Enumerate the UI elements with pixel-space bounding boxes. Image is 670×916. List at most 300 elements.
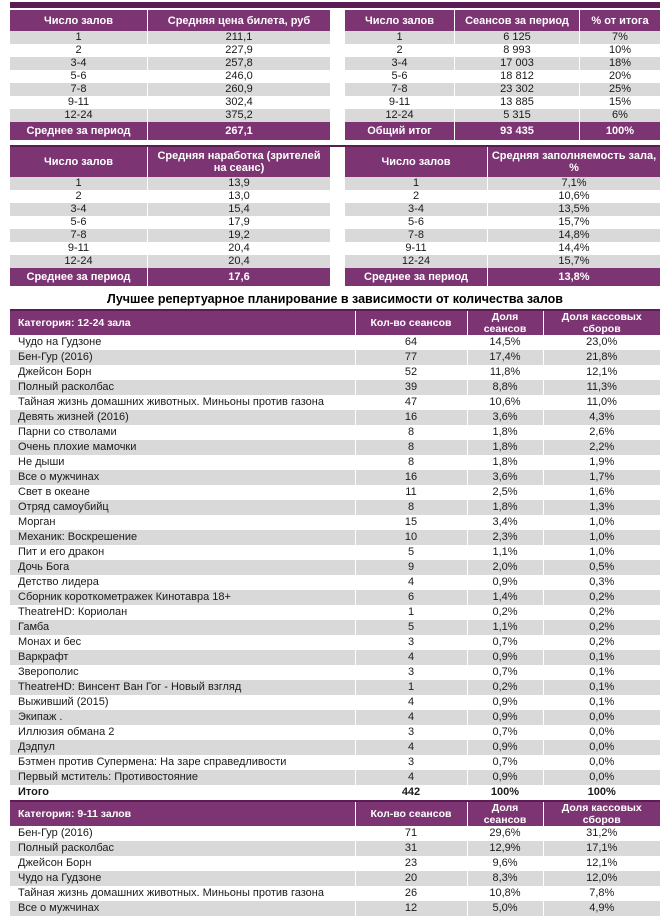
table-row bbox=[10, 109, 330, 122]
cell: 4 bbox=[355, 575, 467, 590]
movie-row bbox=[10, 350, 660, 365]
cell: 47 bbox=[355, 395, 467, 410]
table-row bbox=[345, 229, 660, 242]
cell: 2,2% bbox=[543, 440, 660, 455]
cell: 8 bbox=[355, 440, 467, 455]
table-row bbox=[345, 57, 660, 70]
cell: 23 bbox=[355, 856, 467, 871]
cell: 1,0% bbox=[589, 516, 615, 528]
cell: 260,9 bbox=[148, 83, 331, 96]
movie-row bbox=[10, 650, 660, 665]
cell: 1,3% bbox=[543, 500, 660, 515]
movie-row bbox=[10, 455, 660, 470]
cell: 9-11 bbox=[345, 96, 455, 109]
cell: 29,6% bbox=[467, 826, 543, 841]
cell: 0,0% bbox=[543, 770, 660, 785]
cell: 5-6 bbox=[345, 70, 455, 83]
total-cell: 442 bbox=[355, 785, 467, 801]
summary-tables-row-2 bbox=[10, 147, 660, 286]
avg-occupancy-table bbox=[345, 147, 660, 286]
movie-title-cell: TheatreHD: Кориолан bbox=[10, 605, 355, 620]
cell: 64 bbox=[355, 335, 467, 350]
cell: 13,5% bbox=[488, 203, 661, 216]
cell: 7-8 bbox=[10, 83, 148, 96]
header-row bbox=[10, 10, 330, 31]
cell: 1,9% bbox=[589, 456, 615, 468]
cell: 10% bbox=[608, 44, 632, 56]
cell: 19,2 bbox=[148, 229, 331, 242]
cell: 10,6% bbox=[467, 395, 543, 410]
table-row bbox=[345, 31, 660, 44]
cell: 2,6% bbox=[589, 426, 615, 438]
cell: 0,7% bbox=[467, 635, 543, 650]
cell: 0,2% bbox=[589, 606, 615, 618]
cell: 0,0% bbox=[543, 710, 660, 725]
movie-title-cell: Джейсон Борн bbox=[10, 856, 355, 871]
movie-row bbox=[10, 515, 660, 530]
movie-title-cell: Тайная жизнь домашних животных. Миньоны против газона bbox=[10, 395, 355, 410]
movie-row bbox=[10, 590, 660, 605]
movie-title-cell: Полный расколбас bbox=[10, 841, 355, 856]
movie-row bbox=[10, 725, 660, 740]
total-cell: 100% bbox=[467, 785, 543, 801]
avg-attendance-table bbox=[10, 147, 330, 286]
cell: 15,7% bbox=[558, 216, 590, 228]
cell: 31,2% bbox=[586, 827, 618, 839]
cell: 15,4 bbox=[148, 203, 331, 216]
movie-row bbox=[10, 856, 660, 871]
cell: 0,7% bbox=[467, 665, 543, 680]
column-header: Средняя наработка (зрителей на сеанс) bbox=[148, 147, 331, 177]
cell: 15% bbox=[608, 96, 632, 108]
cell: 0,1% bbox=[589, 666, 615, 678]
cell: 0,9% bbox=[467, 710, 543, 725]
summary-cell: 17,6 bbox=[148, 268, 331, 286]
cell: 15,7% bbox=[488, 255, 661, 268]
table-row bbox=[10, 242, 330, 255]
column-header: Число залов bbox=[10, 10, 148, 31]
column-header: Число залов bbox=[345, 10, 455, 31]
cell: 7,1% bbox=[488, 177, 661, 190]
movie-title-cell: Чудо на Гудзоне bbox=[10, 335, 355, 350]
avg-ticket-price-table bbox=[10, 10, 330, 140]
cell: 1 bbox=[10, 177, 148, 190]
cell: 39 bbox=[355, 380, 467, 395]
cell: 8,3% bbox=[467, 871, 543, 886]
cell: 1,8% bbox=[467, 440, 543, 455]
movie-row bbox=[10, 335, 660, 350]
header-row bbox=[345, 147, 660, 177]
movie-row bbox=[10, 740, 660, 755]
movie-title-cell: Сборник короткометражек Кинотавра 18+ bbox=[10, 590, 355, 605]
cell: 5-6 bbox=[10, 216, 148, 229]
cell: 12 bbox=[355, 901, 467, 916]
top-accent-bar bbox=[10, 2, 660, 8]
cell: 17 003 bbox=[455, 57, 580, 70]
cell: 1,8% bbox=[467, 455, 543, 470]
cell: 375,2 bbox=[148, 109, 331, 122]
cell: 5-6 bbox=[345, 216, 488, 229]
cell: 2 bbox=[10, 190, 148, 203]
cell: 7% bbox=[580, 31, 661, 44]
cell: 8 bbox=[355, 425, 467, 440]
cell: 1 bbox=[355, 605, 467, 620]
movie-title-cell: Монах и бес bbox=[10, 635, 355, 650]
table-row bbox=[10, 83, 330, 96]
movie-row bbox=[10, 530, 660, 545]
cell: 4 bbox=[355, 695, 467, 710]
column-header: Доля кассовых сборов bbox=[543, 801, 660, 826]
summary-cell: 93 435 bbox=[455, 122, 580, 140]
cell: 6 125 bbox=[455, 31, 580, 44]
table-row bbox=[10, 31, 330, 44]
movie-row bbox=[10, 635, 660, 650]
movie-row bbox=[10, 826, 660, 841]
table-row bbox=[345, 44, 660, 57]
summary-row bbox=[10, 122, 330, 140]
cell: 13 885 bbox=[455, 96, 580, 109]
cell: 5,0% bbox=[467, 901, 543, 916]
table-row bbox=[10, 255, 330, 268]
column-header: Доля кассовых сборов bbox=[543, 310, 660, 335]
cell: 4,9% bbox=[543, 901, 660, 916]
cell: 4 bbox=[355, 650, 467, 665]
cell: 0,2% bbox=[543, 590, 660, 605]
movie-title-cell: Дочь Бога bbox=[10, 560, 355, 575]
cell: 1,0% bbox=[543, 530, 660, 545]
cell: 6% bbox=[580, 109, 661, 122]
cell: 20 bbox=[355, 871, 467, 886]
repertoire-table bbox=[10, 309, 660, 916]
movie-title-cell: Зверополис bbox=[10, 665, 355, 680]
cell: 0,7% bbox=[467, 755, 543, 770]
cell: 16 bbox=[355, 470, 467, 485]
cell: 1,1% bbox=[467, 620, 543, 635]
cell: 3-4 bbox=[345, 203, 488, 216]
movie-title-cell: Все о мужчинах bbox=[10, 901, 355, 916]
movie-title-cell: Полный расколбас bbox=[10, 380, 355, 395]
movie-row bbox=[10, 425, 660, 440]
cell: 10,6% bbox=[558, 190, 590, 202]
cell: 8 993 bbox=[455, 44, 580, 57]
cell: 0,2% bbox=[467, 605, 543, 620]
movie-row bbox=[10, 485, 660, 500]
cell: 2,3% bbox=[467, 530, 543, 545]
movie-row bbox=[10, 710, 660, 725]
movie-row bbox=[10, 680, 660, 695]
cell: 20,4 bbox=[228, 242, 250, 254]
cell: 25% bbox=[580, 83, 661, 96]
table-row bbox=[345, 242, 660, 255]
summary-cell: Среднее за период bbox=[10, 268, 148, 286]
movie-title-cell: Чудо на Гудзоне bbox=[10, 871, 355, 886]
cell: 9-11 bbox=[345, 242, 488, 255]
cell: 12-24 bbox=[10, 255, 148, 268]
cell: 23,0% bbox=[586, 336, 618, 348]
table-row bbox=[345, 96, 660, 109]
column-header: Число залов bbox=[345, 147, 488, 177]
table-row bbox=[345, 109, 660, 122]
cell: 11,0% bbox=[586, 396, 617, 408]
movie-row bbox=[10, 901, 660, 916]
movie-row bbox=[10, 440, 660, 455]
cell: 0,2% bbox=[543, 620, 660, 635]
table-row bbox=[345, 203, 660, 216]
cell: 0,9% bbox=[467, 740, 543, 755]
movie-title-cell: Экипаж . bbox=[10, 710, 355, 725]
table bbox=[345, 147, 660, 286]
movie-title-cell: Пит и его дракон bbox=[10, 545, 355, 560]
table-row bbox=[10, 57, 330, 70]
cell: 2 bbox=[345, 44, 455, 57]
movie-row bbox=[10, 560, 660, 575]
column-header: Доля сеансов bbox=[467, 310, 543, 335]
cell: 21,8% bbox=[543, 350, 660, 365]
summary-row bbox=[10, 268, 330, 286]
movie-row bbox=[10, 500, 660, 515]
cell: 0,9% bbox=[467, 695, 543, 710]
cell: 26 bbox=[355, 886, 467, 901]
movie-row bbox=[10, 545, 660, 560]
cell: 7-8 bbox=[345, 83, 455, 96]
cell: 7,8% bbox=[589, 887, 615, 899]
column-header: Кол-во сеансов bbox=[355, 801, 467, 826]
cell: 0,5% bbox=[543, 560, 660, 575]
cell: 1,8% bbox=[467, 500, 543, 515]
cell: 4 bbox=[355, 740, 467, 755]
cell: 15 bbox=[355, 515, 467, 530]
cell: 31 bbox=[355, 841, 467, 856]
cell: 5 315 bbox=[455, 109, 580, 122]
cell: 17,4% bbox=[467, 350, 543, 365]
movie-title-cell: TheatreHD: Винсент Ван Гог - Новый взгляд bbox=[10, 680, 355, 695]
report-page bbox=[10, 0, 660, 916]
repertoire-table-grid bbox=[10, 309, 660, 916]
cell: 12,1% bbox=[586, 366, 618, 378]
movie-title-cell: Очень плохие мамочки bbox=[10, 440, 355, 455]
cell: 1 bbox=[355, 680, 467, 695]
table-row bbox=[345, 83, 660, 96]
movie-row bbox=[10, 665, 660, 680]
cell: 1,1% bbox=[467, 545, 543, 560]
movie-row bbox=[10, 365, 660, 380]
cell: 12-24 bbox=[10, 109, 148, 122]
movie-row bbox=[10, 410, 660, 425]
cell: 0,2% bbox=[589, 636, 615, 648]
total-cell: Итого bbox=[10, 785, 355, 801]
cell: 8,8% bbox=[467, 380, 543, 395]
movie-title-cell: Отряд самоубийц bbox=[10, 500, 355, 515]
cell: 1,4% bbox=[467, 590, 543, 605]
table-row bbox=[10, 216, 330, 229]
cell: 18 812 bbox=[455, 70, 580, 83]
movie-row bbox=[10, 770, 660, 785]
cell: 0,1% bbox=[543, 680, 660, 695]
summary-row bbox=[345, 268, 660, 286]
cell: 3 bbox=[355, 635, 467, 650]
movie-title-cell: Все о мужчинах bbox=[10, 470, 355, 485]
cell: 2,0% bbox=[467, 560, 543, 575]
cell: 77 bbox=[355, 350, 467, 365]
cell: 3-4 bbox=[10, 203, 148, 216]
movie-row bbox=[10, 841, 660, 856]
movie-row bbox=[10, 605, 660, 620]
cell: 14,8% bbox=[488, 229, 661, 242]
cell: 211,1 bbox=[148, 31, 331, 44]
cell: 4 bbox=[355, 770, 467, 785]
movie-row bbox=[10, 395, 660, 410]
category-label: Категория: 12-24 зала bbox=[10, 310, 355, 335]
cell: 4 bbox=[355, 710, 467, 725]
cell: 3,4% bbox=[467, 515, 543, 530]
cell: 1 bbox=[345, 31, 455, 44]
cell: 12-24 bbox=[345, 255, 488, 268]
movie-title-cell: Первый мститель: Противостояние bbox=[10, 770, 355, 785]
cell: 1 bbox=[10, 31, 148, 44]
total-cell: 100% bbox=[543, 785, 660, 801]
movie-title-cell: Дэдпул bbox=[10, 740, 355, 755]
cell: 11,3% bbox=[543, 380, 660, 395]
cell: 1 bbox=[345, 177, 488, 190]
cell: 1,8% bbox=[467, 425, 543, 440]
movie-title-cell: Не дыши bbox=[10, 455, 355, 470]
summary-cell: Среднее за период bbox=[10, 122, 148, 140]
cell: 23 302 bbox=[455, 83, 580, 96]
cell: 0,0% bbox=[589, 726, 615, 738]
table-row bbox=[345, 255, 660, 268]
table-row bbox=[10, 44, 330, 57]
movie-row bbox=[10, 470, 660, 485]
cell: 12,9% bbox=[467, 841, 543, 856]
cell: 0,0% bbox=[543, 740, 660, 755]
movie-title-cell: Свет в океане bbox=[10, 485, 355, 500]
total-row bbox=[10, 785, 660, 801]
cell: 3 bbox=[355, 755, 467, 770]
cell: 20% bbox=[608, 70, 632, 82]
table-row bbox=[345, 70, 660, 83]
cell: 2 bbox=[345, 190, 488, 203]
cell: 9,6% bbox=[467, 856, 543, 871]
table-row bbox=[345, 177, 660, 190]
table-row bbox=[345, 190, 660, 203]
cell: 0,2% bbox=[467, 680, 543, 695]
table-row bbox=[10, 177, 330, 190]
cell: 8 bbox=[355, 500, 467, 515]
movie-row bbox=[10, 755, 660, 770]
movie-title-cell: Бен-Гур (2016) bbox=[10, 826, 355, 841]
cell: 52 bbox=[355, 365, 467, 380]
category-label: Категория: 9-11 залов bbox=[10, 801, 355, 826]
cell: 2,5% bbox=[467, 485, 543, 500]
column-header: Число залов bbox=[10, 147, 148, 177]
cell: 10,8% bbox=[467, 886, 543, 901]
cell: 3,6% bbox=[467, 410, 543, 425]
cell: 257,8 bbox=[148, 57, 331, 70]
column-header: % от итога bbox=[580, 10, 661, 31]
table-row bbox=[10, 203, 330, 216]
category-header-row bbox=[10, 310, 660, 335]
movie-title-cell: Морган bbox=[10, 515, 355, 530]
column-header: Сеансов за период bbox=[455, 10, 580, 31]
cell: 8 bbox=[355, 455, 467, 470]
movie-title-cell: Бэтмен против Супермена: На заре справедливости bbox=[10, 755, 355, 770]
cell: 10 bbox=[355, 530, 467, 545]
cell: 0,0% bbox=[589, 756, 615, 768]
cell: 9 bbox=[355, 560, 467, 575]
cell: 0,9% bbox=[467, 770, 543, 785]
movie-row bbox=[10, 380, 660, 395]
cell: 1,7% bbox=[543, 470, 660, 485]
summary-cell: Общий итог bbox=[345, 122, 455, 140]
cell: 1,0% bbox=[589, 546, 615, 558]
table-row bbox=[345, 216, 660, 229]
table bbox=[10, 147, 330, 286]
summary-cell: Среднее за период bbox=[345, 268, 488, 286]
cell: 12,1% bbox=[586, 857, 618, 869]
table-row bbox=[10, 96, 330, 109]
movie-title-cell: Парни со стволами bbox=[10, 425, 355, 440]
header-row bbox=[345, 10, 660, 31]
cell: 17,1% bbox=[543, 841, 660, 856]
cell: 9-11 bbox=[10, 96, 148, 109]
table bbox=[10, 10, 330, 140]
cell: 13,9 bbox=[148, 177, 331, 190]
table-row bbox=[10, 70, 330, 83]
cell: 3-4 bbox=[345, 57, 455, 70]
cell: 3-4 bbox=[10, 57, 148, 70]
summary-row bbox=[345, 122, 660, 140]
cell: 6 bbox=[355, 590, 467, 605]
cell: 0,9% bbox=[467, 650, 543, 665]
cell: 5 bbox=[355, 545, 467, 560]
cell: 0,9% bbox=[467, 575, 543, 590]
cell: 246,0 bbox=[225, 70, 253, 82]
movie-title-cell: Детство лидера bbox=[10, 575, 355, 590]
cell: 4,3% bbox=[543, 410, 660, 425]
movie-title-cell: Варкрафт bbox=[10, 650, 355, 665]
table-row bbox=[10, 190, 330, 203]
column-header: Доля сеансов bbox=[467, 801, 543, 826]
summary-cell: 267,1 bbox=[148, 122, 331, 140]
cell: 12,0% bbox=[543, 871, 660, 886]
movie-row bbox=[10, 871, 660, 886]
movie-title-cell: Джейсон Борн bbox=[10, 365, 355, 380]
cell: 14,5% bbox=[467, 335, 543, 350]
movie-title-cell: Тайная жизнь домашних животных. Миньоны против газона bbox=[10, 886, 355, 901]
sessions-per-period-table bbox=[345, 10, 660, 140]
movie-title-cell: Гамба bbox=[10, 620, 355, 635]
cell: 227,9 bbox=[225, 44, 253, 56]
movie-title-cell: Иллюзия обмана 2 bbox=[10, 725, 355, 740]
summary-cell: 100% bbox=[580, 122, 661, 140]
movie-title-cell: Выживший (2015) bbox=[10, 695, 355, 710]
cell: 11 bbox=[355, 485, 467, 500]
movie-row bbox=[10, 620, 660, 635]
cell: 20,4 bbox=[148, 255, 331, 268]
movie-row bbox=[10, 886, 660, 901]
movie-title-cell: Бен-Гур (2016) bbox=[10, 350, 355, 365]
cell: 11,8% bbox=[467, 365, 543, 380]
cell: 12-24 bbox=[345, 109, 455, 122]
cell: 2 bbox=[10, 44, 148, 57]
column-header: Средняя цена билета, руб bbox=[148, 10, 331, 31]
column-header: Кол-во сеансов bbox=[355, 310, 467, 335]
cell: 1,6% bbox=[589, 486, 615, 498]
cell: 0,7% bbox=[467, 725, 543, 740]
movie-title-cell: Девять жизней (2016) bbox=[10, 410, 355, 425]
movie-row bbox=[10, 695, 660, 710]
cell: 3 bbox=[355, 665, 467, 680]
